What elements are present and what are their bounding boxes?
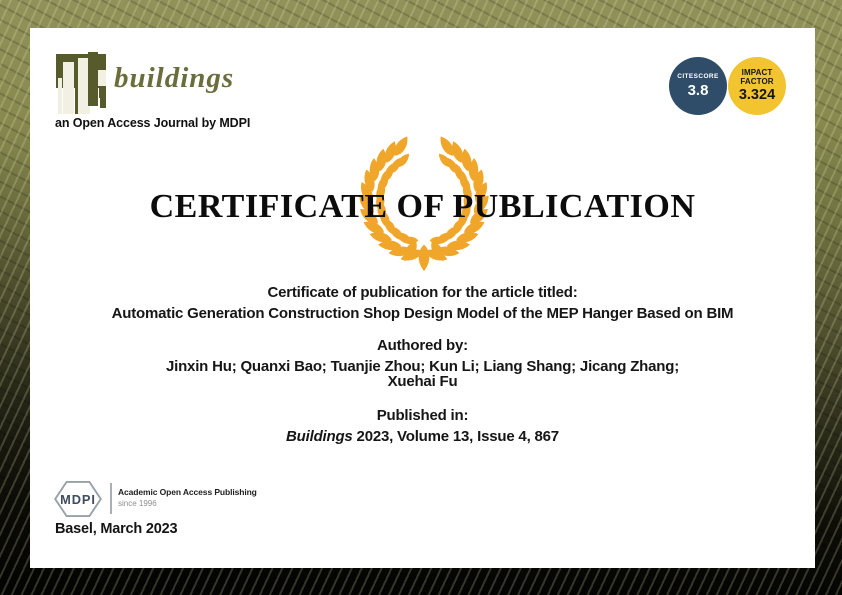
- place-date: Basel, March 2023: [55, 521, 178, 537]
- mdpi-divider: [110, 483, 112, 514]
- citescore-value: 3.8: [687, 81, 709, 99]
- authored-by-label: Authored by:: [377, 337, 468, 354]
- citescore-label: CITESCORE: [677, 73, 719, 81]
- mdpi-hexagon-icon: [53, 480, 103, 518]
- citescore-badge: [669, 57, 727, 115]
- journal-ref-rest: , Volume 13, Issue 4, 867: [389, 428, 559, 445]
- impact-factor-label-2: FACTOR: [740, 76, 774, 86]
- published-in-label: Published in:: [376, 407, 469, 424]
- certificate-title: CERTIFICATE OF PUBLICATION: [149, 188, 696, 225]
- publisher-line-1: Academic Open Access Publishing: [118, 487, 257, 497]
- intro-line: Certificate of publication for the article titled:: [267, 284, 578, 301]
- article-title: Automatic Generation Construction Shop Design Model of the MEP Hanger Based on BIM: [111, 305, 734, 322]
- impact-factor-label-1: IMPACT: [741, 68, 773, 78]
- impact-factor-badge: [728, 57, 786, 115]
- journal-year: 2023: [352, 428, 390, 445]
- publisher-text: [118, 487, 257, 508]
- publisher-line-2: since 1996: [118, 499, 157, 508]
- journal-reference: [30, 428, 815, 445]
- journal-name: Buildings: [286, 428, 353, 445]
- journal-wordmark: buildings: [114, 62, 235, 94]
- authors-line-1: Jinxin Hu; Quanxi Bao; Tuanjie Zhou; Kun Li; Liang Shang; Jicang Zhang;: [165, 358, 679, 375]
- mdpi-logo-text: MDPI: [60, 492, 96, 508]
- authors-line-2: Xuehai Fu: [387, 373, 458, 390]
- buildings-logo-icon: [52, 52, 110, 114]
- certificate-sheet: [30, 28, 815, 568]
- impact-factor-value: 3.324: [738, 87, 776, 104]
- journal-tagline: an Open Access Journal by MDPI: [55, 116, 251, 130]
